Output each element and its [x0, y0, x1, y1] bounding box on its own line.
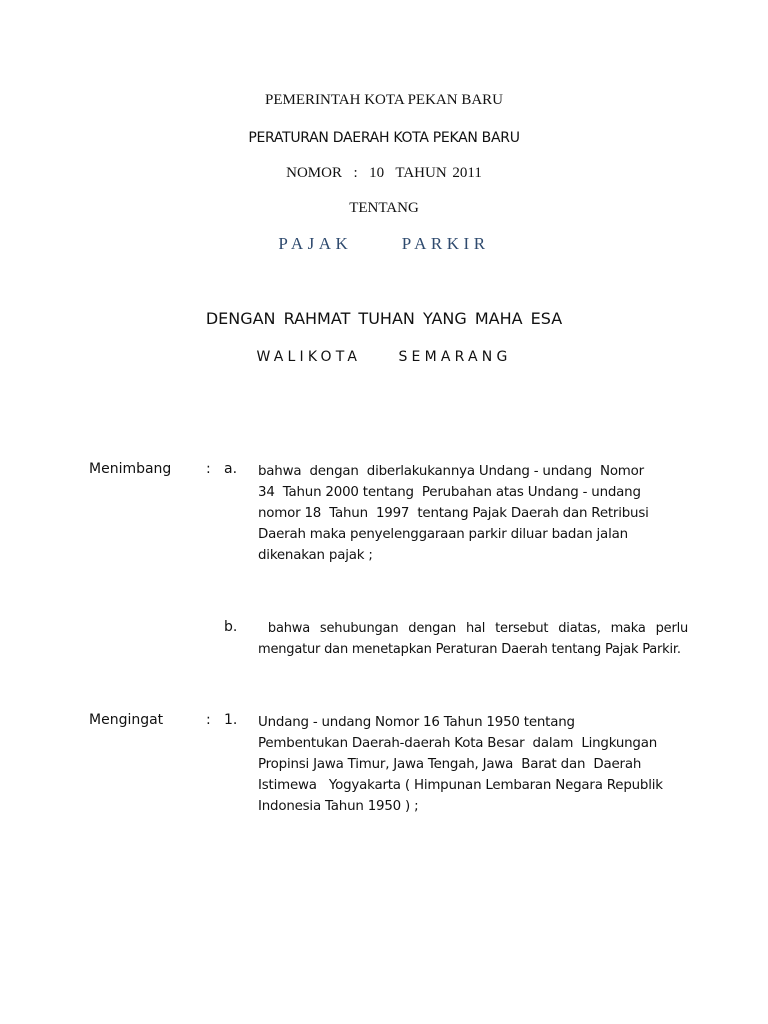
- regulation-title: PERATURAN DAERAH KOTA PEKAN BARU: [248, 130, 520, 146]
- considering-colon: :: [206, 461, 211, 477]
- regulation-number: NOMOR : 10 TAHUN 2011: [286, 165, 482, 181]
- remembering-item-text: [258, 712, 688, 817]
- remembering-item-marker: 1.: [224, 712, 238, 728]
- about-heading: TENTANG: [349, 200, 419, 216]
- text-line: Undang - undang Nomor 16 Tahun 1950 tentang: [258, 715, 575, 730]
- text-line: 34 Tahun 2000 tentang Perubahan atas Undang - undang: [258, 485, 641, 500]
- preamble-official: WALIKOTA SEMARANG: [256, 349, 512, 365]
- considering-item-text: [258, 618, 689, 660]
- considering-item-marker: a.: [224, 461, 238, 477]
- text-line: Propinsi Jawa Timur, Jawa Tengah, Jawa Barat dan Daerah: [258, 757, 642, 772]
- text-line: Istimewa Yogyakarta ( Himpunan Lembaran Negara Republik: [258, 778, 663, 793]
- government-heading: PEMERINTAH KOTA PEKAN BARU: [264, 92, 504, 108]
- text-line: mengatur dan menetapkan Peraturan Daerah tentang Pajak Parkir.: [258, 642, 681, 657]
- text-line: Pembentukan Daerah-daerah Kota Besar dalam Lingkungan: [258, 736, 658, 751]
- preamble-blessing: DENGAN RAHMAT TUHAN YANG MAHA ESA: [205, 309, 563, 328]
- considering-item-marker: b.: [224, 619, 238, 635]
- text-line: Indonesia Tahun 1950 ) ;: [258, 799, 419, 814]
- text-line: nomor 18 Tahun 1997 tentang Pajak Daerah dan Retribusi: [258, 506, 649, 521]
- text-line: bahwa sehubungan dengan hal tersebut diatas, maka perlu: [258, 621, 689, 636]
- considering-label: Menimbang: [89, 461, 172, 477]
- considering-item-text: [258, 461, 688, 566]
- remembering-colon: :: [206, 712, 211, 728]
- text-line: dikenakan pajak ;: [258, 548, 373, 563]
- remembering-label: Mengingat: [89, 712, 164, 728]
- text-line: Daerah maka penyelenggaraan parkir diluar badan jalan: [258, 527, 628, 542]
- regulation-subject: PAJAK PARKIR: [278, 234, 490, 253]
- text-line: bahwa dengan diberlakukannya Undang - undang Nomor: [258, 464, 644, 479]
